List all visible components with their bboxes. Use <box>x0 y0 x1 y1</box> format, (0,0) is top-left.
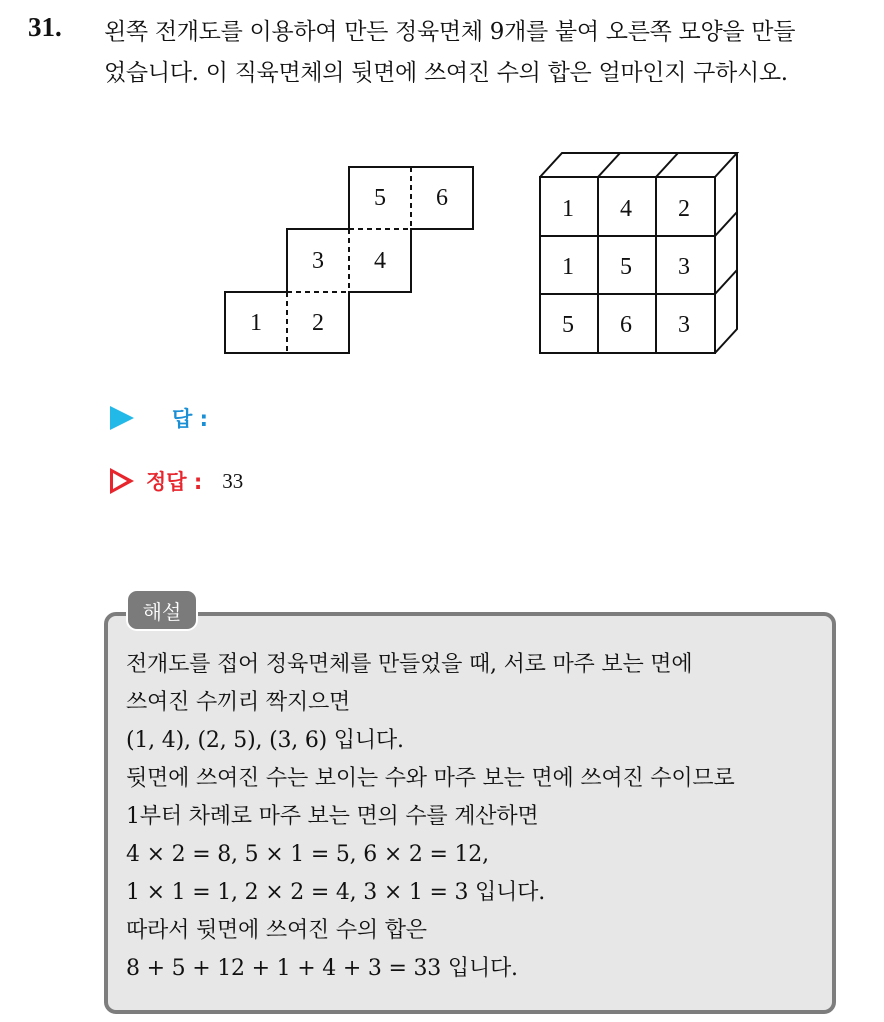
block-face-label: 6 <box>620 312 632 338</box>
correct-answer-row <box>110 462 243 500</box>
net-face-label: 1 <box>250 310 262 336</box>
block-face-label: 2 <box>678 196 690 222</box>
explanation-line: 1 × 1 = 1, 2 × 2 = 4, 3 × 1 = 3 입니다. <box>126 880 546 905</box>
answer-row <box>110 400 208 436</box>
net-face-label: 4 <box>374 248 386 274</box>
block-face-label: 3 <box>678 312 690 338</box>
question-line: 었습니다. 이 직육면체의 뒷면에 쓰여진 수의 합은 얼마인지 구하시오. <box>104 60 788 86</box>
explanation-line: 4 × 2 = 8, 5 × 1 = 5, 6 × 2 = 12, <box>126 842 489 867</box>
explanation-line: 뒷면에 쓰여진 수는 보이는 수와 마주 보는 면에 쓰여진 수이므로 <box>126 766 735 791</box>
block-face-label: 5 <box>620 254 632 280</box>
play-triangle-icon <box>110 406 134 430</box>
question-line: 왼쪽 전개도를 이용하여 만든 정육면체 9개를 붙여 오른쪽 모양을 만들 <box>104 19 796 45</box>
net-face-label: 3 <box>312 248 324 274</box>
explanation-line: (1, 4), (2, 5), (3, 6) 입니다. <box>126 728 404 753</box>
block-face-label: 1 <box>562 254 574 280</box>
explanation-text <box>126 646 836 988</box>
explanation-line: 쓰여진 수끼리 짝지으면 <box>126 690 351 715</box>
net-face-label: 6 <box>436 185 448 211</box>
figure <box>0 140 884 370</box>
correct-answer-label: 정답 : <box>146 470 203 494</box>
block-face-label: 5 <box>562 312 574 338</box>
explanation-line: 전개도를 접어 정육면체를 만들었을 때, 서로 마주 보는 면에 <box>126 652 693 677</box>
block-face-label: 4 <box>620 196 632 222</box>
block-face-label: 3 <box>678 254 690 280</box>
net-face-label: 2 <box>312 310 324 336</box>
question-number: 31. <box>28 12 62 42</box>
explanation-line: 따라서 뒷면에 쓰여진 수의 합은 <box>126 918 427 943</box>
explanation-line: 8 + 5 + 12 + 1 + 4 + 3 = 33 입니다. <box>126 956 518 981</box>
block-face-label: 1 <box>562 196 574 222</box>
outline-triangle-icon <box>110 468 134 494</box>
answer-label: 답 : <box>172 407 208 431</box>
net-face-label: 5 <box>374 185 386 211</box>
explanation-tab: 해설 <box>128 591 196 629</box>
explanation-line: 1부터 차례로 마주 보는 면의 수를 계산하면 <box>126 804 539 829</box>
correct-answer-value: 33 <box>222 468 244 493</box>
question-text <box>104 12 874 94</box>
